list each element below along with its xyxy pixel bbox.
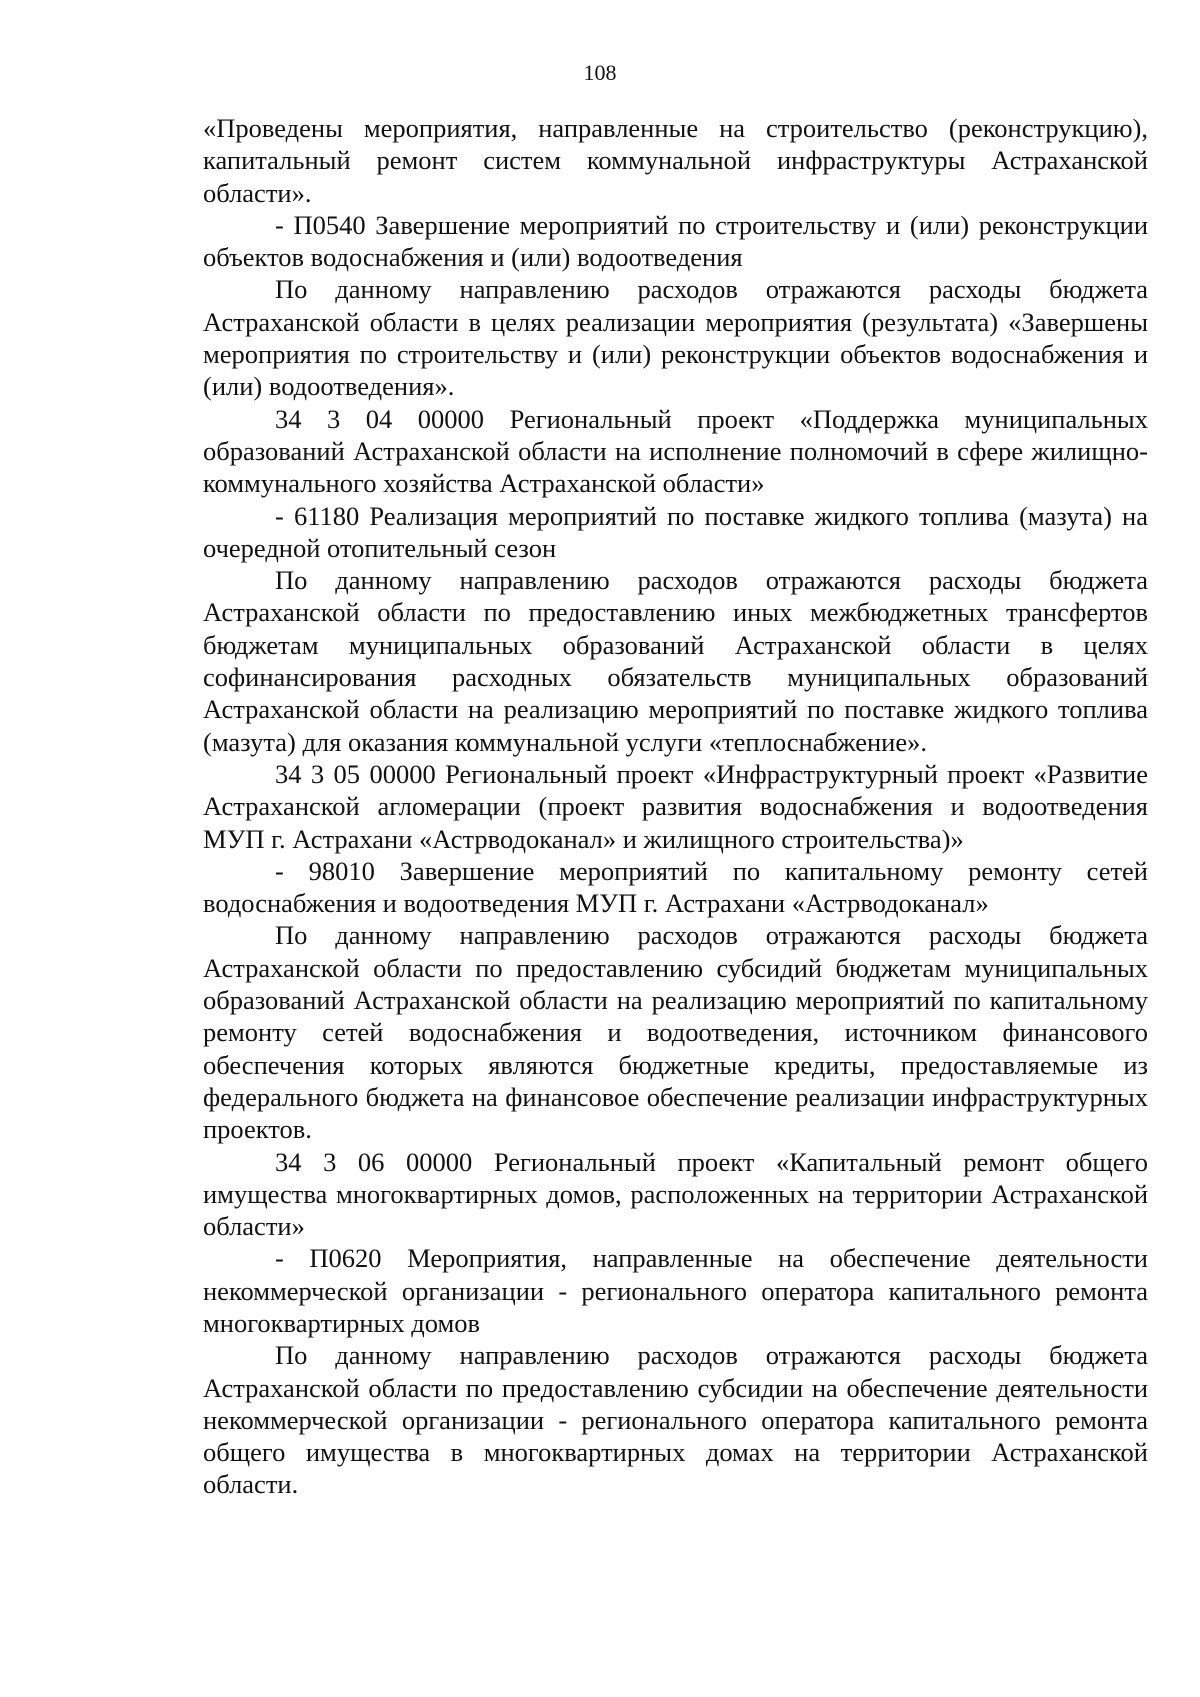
page-number: 108	[583, 60, 617, 85]
paragraph-61180-heading: - 61180 Реализация мероприятий по поставке жидкого топлива (мазута) на очередной отопительный сезон	[203, 500, 1148, 563]
paragraph-p0540-description: По данному направлению расходов отражаются расходы бюджета Астраханской области в целях реализации мероприятия (результата) «Завершены мероприятия по строительству и (или) реконструкции объектов водоснабжения и (или) водоотведения».	[203, 274, 1148, 402]
paragraph-98010-heading: - 98010 Завершение мероприятий по капитальному ремонту сетей водоснабжения и водоотведения МУП г. Астрахани «Астрводоканал»	[203, 855, 1148, 919]
paragraph-p0540-heading: - П0540 Завершение мероприятий по строительству и (или) реконструкции объектов водоснабжения и (или) водоотведения	[203, 209, 1148, 273]
paragraph-project-34-3-06: 34 3 06 00000 Региональный проект «Капитальный ремонт общего имущества многоквартирных домов, расположенных на территории Астраханской области»	[203, 1146, 1148, 1242]
paragraph-project-34-3-05: 34 3 05 00000 Региональный проект «Инфраструктурный проект «Развитие Астраханской агломерации (проект развития водоснабжения и водоотведения МУП г. Астрахани «Астрводоканал» и жилищного строительства)»	[203, 758, 1148, 854]
paragraph-intro-quote: «Проведены мероприятия, направленные на строительство (реконструкцию), капитальный ремонт систем коммунальной инфраструктуры Астраханской области».	[203, 113, 1148, 208]
document-body	[203, 112, 1148, 1501]
paragraph-p0620-description: По данному направлению расходов отражаются расходы бюджета Астраханской области по предоставлению субсидии на обеспечение деятельности некоммерческой организации - регионального оператора капитального ремонта общего имущества в многоквартирных домах на территории Астраханской области.	[203, 1340, 1148, 1500]
paragraph-98010-description: По данному направлению расходов отражаются расходы бюджета Астраханской области по предоставлению субсидий бюджетам муниципальных образований Астраханской области на реализацию мероприятий по капитальному ремонту сетей водоснабжения и водоотведения, источником финансового обеспечения которых являются бюджетные кредиты, предоставляемые из федерального бюджета на финансовое обеспечение реализации инфраструктурных проектов.	[203, 920, 1148, 1145]
paragraph-61180-description: По данному направлению расходов отражаются расходы бюджета Астраханской области по предоставлению иных межбюджетных трансфертов бюджетам муниципальных образований Астраханской области в целях софинансирования расходных обязательств муниципальных образований Астраханской области на реализацию мероприятий по поставке жидкого топлива (мазута) для оказания коммунальной услуги «теплоснабжение».	[203, 565, 1148, 757]
paragraph-project-34-3-04: 34 3 04 00000 Региональный проект «Поддержка муниципальных образований Астраханской области на исполнение полномочий в сфере жилищно-коммунального хозяйства Астраханской области»	[203, 403, 1148, 499]
paragraph-p0620-heading: - П0620 Мероприятия, направленные на обеспечение деятельности некоммерческой организации - регионального оператора капитального ремонта многоквартирных домов	[203, 1243, 1148, 1338]
